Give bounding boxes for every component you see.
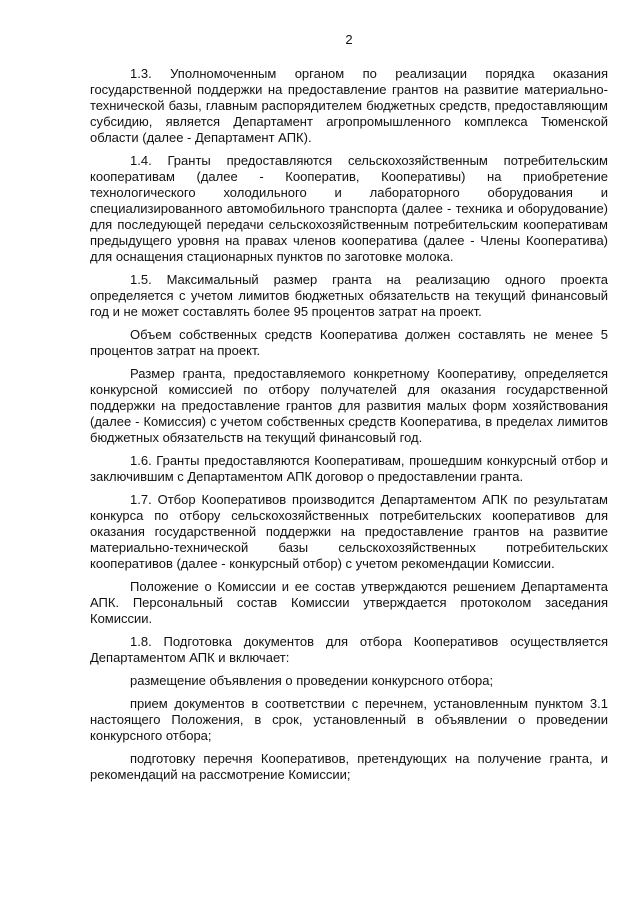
paragraph-1-6: 1.6. Гранты предоставляются Кооперативам, прошедшим конкурсный отбор и заключившим с Департаментом АПК договор о предоставлении гранта. — [90, 453, 608, 484]
paragraph-1-8: 1.8. Подготовка документов для отбора Кооперативов осуществляется Департаментом АПК и включает: — [90, 634, 608, 665]
page-number: 2 — [345, 32, 353, 47]
paragraph-grant-size: Размер гранта, предоставляемого конкретному Кооперативу, определяется конкурсной комиссией по отбору получателей для оказания государственной поддержки на предоставление грантов для развития малых форм хозяйствования (далее - Комиссия) с учетом собственных средств Кооператива, в пределах лимитов бюджетных обязательств на текущий финансовый год. — [90, 366, 608, 445]
paragraph-documents: прием документов в соответствии с перечнем, установленным пунктом 3.1 настоящего Положения, в срок, установленный в объявлении о проведении конкурсного отбора; — [90, 696, 608, 743]
paragraph-announcement: размещение объявления о проведении конкурсного отбора; — [130, 673, 494, 688]
paragraph-1-3: 1.3. Уполномоченным органом по реализации порядка оказания государственной поддержки на предоставление грантов на развитие материально-технической базы, главным распорядителем бюджетных средств, предоставляющим субсидию, является Департамент агропромышленного комплекса Тюменской области (далее - Департамент АПК). — [90, 66, 608, 145]
paragraph-1-7: 1.7. Отбор Кооперативов производится Департаментом АПК по результатам конкурса по отбору сельскохозяйственных потребительских кооперативов для оказания государственной поддержки на предоставление грантов на развитие материально-технической базы сельскохозяйственных потребительских кооперативов (далее - конкурсный отбор) с учетом рекомендации Комиссии. — [90, 492, 608, 571]
paragraph-list: подготовку перечня Кооперативов, претендующих на получение гранта, и рекомендаций на рассмотрение Комиссии; — [90, 751, 608, 782]
paragraph-own-funds: Объем собственных средств Кооператива должен составлять не менее 5 процентов затрат на проект. — [90, 327, 608, 358]
paragraph-commission: Положение о Комиссии и ее состав утверждаются решением Департамента АПК. Персональный состав Комиссии утверждается протоколом заседания Комиссии. — [90, 579, 608, 626]
paragraph-1-4: 1.4. Гранты предоставляются сельскохозяйственным потребительским кооперативам (далее - Кооператив, Кооперативы) на приобретение технологического холодильного и лабораторного оборудования и специализированного автомобильного транспорта (далее - техника и оборудование) для последующей передачи сельскохозяйственным потребительским кооперативам предыдущего уровня на правах членов кооператива (далее - Члены Кооператива) для оснащения стационарных пунктов по заготовке молока. — [90, 153, 608, 264]
paragraph-1-5: 1.5. Максимальный размер гранта на реализацию одного проекта определяется с учетом лимитов бюджетных обязательств на текущий финансовый год и не может составлять более 95 процентов затрат на проект. — [90, 272, 608, 319]
